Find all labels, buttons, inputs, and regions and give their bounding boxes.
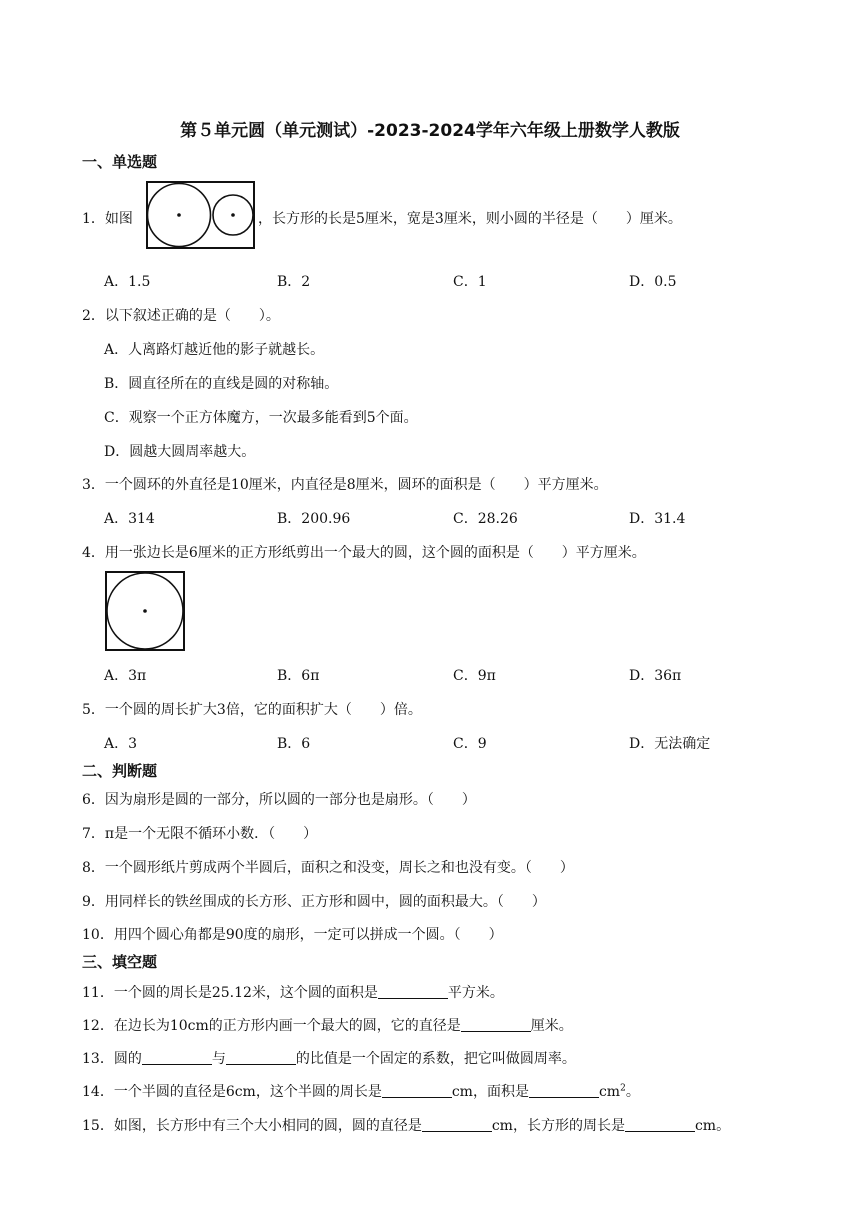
q3-option-d: D．31.4 (629, 511, 686, 527)
question-9: 9．用同样长的铁丝围成的长方形、正方形和圆中，圆的面积最大。（ ） (82, 894, 546, 910)
question-15 (82, 1115, 730, 1135)
q15-unit: cm。 (694, 1118, 731, 1134)
q4-option-d: D．36π (629, 668, 682, 684)
square-inscribed-circle-figure (104, 570, 186, 652)
q4-option-b: B．6π (277, 668, 320, 684)
question-11 (82, 982, 504, 1002)
page-title: 第５单元圆（单元测试）-2023-2024学年六年级上册数学人教版 (180, 121, 680, 141)
q5-option-d: D．无法确定 (629, 736, 711, 752)
q4-option-a: A．3π (104, 668, 147, 684)
q1-option-a: A．1.5 (104, 274, 151, 290)
rectangle-two-circles-figure (146, 181, 256, 251)
answer-blank[interactable] (625, 1117, 695, 1132)
q2-option-c: C．观察一个正方体魔方，一次最多能看到5个面。 (104, 410, 418, 426)
section-heading-true-false: 二、判断题 (82, 762, 158, 780)
q1-option-b: B．2 (277, 274, 311, 290)
q12-unit: 厘米。 (530, 1018, 573, 1034)
q3-option-c: C．28.26 (453, 511, 518, 527)
q12-text: 12．在边长为10cm的正方形内画一个最大的圆，它的直径是 (82, 1018, 461, 1034)
q2-option-a: A．人离路灯越近他的影子就越长。 (104, 342, 325, 358)
q11-text: 11．一个圆的周长是25.12米，这个圆的面积是 (82, 985, 378, 1001)
q3-option-a: A．314 (104, 511, 155, 527)
answer-blank[interactable] (142, 1050, 212, 1065)
question-2-stem: 2．以下叙述正确的是（ ）。 (82, 308, 280, 324)
q1-option-d: D．0.5 (629, 274, 677, 290)
q5-option-b: B．6 (277, 736, 311, 752)
section-heading-fill-blank: 三、填空题 (82, 953, 158, 971)
q15-text: 15．如图，长方形中有三个大小相同的圆，圆的直径是 (82, 1118, 422, 1134)
q2-option-d: D．圆越大圆周率越大。 (104, 444, 256, 460)
answer-blank[interactable] (422, 1117, 492, 1132)
question-6: 6．因为扇形是圆的一部分，所以圆的一部分也是扇形。（ ） (82, 792, 476, 808)
q2-option-b: B．圆直径所在的直线是圆的对称轴。 (104, 376, 339, 392)
question-12 (82, 1015, 573, 1035)
q14-end: 。 (625, 1084, 640, 1100)
question-13 (82, 1048, 576, 1068)
answer-blank[interactable] (529, 1083, 599, 1098)
question-5-stem: 5．一个圆的周长扩大3倍，它的面积扩大（ ）倍。 (82, 702, 422, 718)
q1-option-c: C．1 (453, 274, 487, 290)
q4-option-c: C．9π (453, 668, 496, 684)
q15-text-2: cm，长方形的周长是 (491, 1118, 625, 1134)
q5-option-c: C．9 (453, 736, 487, 752)
question-14 (82, 1081, 640, 1101)
q14-unit: cm (598, 1084, 621, 1100)
q5-option-a: A．3 (104, 736, 138, 752)
q11-unit: 平方米。 (447, 985, 504, 1001)
question-3-stem: 3．一个圆环的外直径是10厘米，内直径是8厘米，圆环的面积是（ ）平方厘米。 (82, 477, 608, 493)
answer-blank[interactable] (378, 984, 448, 999)
question-7: 7．π是一个无限不循环小数．（ ） (82, 826, 318, 842)
q14-superscript: 2 (620, 1083, 626, 1094)
question-10: 10．用四个圆心角都是90度的扇形，一定可以拼成一个圆。（ ） (82, 927, 503, 943)
q13-text: 13．圆的 (82, 1051, 142, 1067)
section-heading-single-choice: 一、单选题 (82, 153, 158, 171)
question-8: 8．一个圆形纸片剪成两个半圆后，面积之和没变，周长之和也没有变。（ ） (82, 860, 574, 876)
answer-blank[interactable] (461, 1017, 531, 1032)
q13-text-3: 的比值是一个固定的系数，把它叫做圆周率。 (295, 1051, 576, 1067)
question-1-stem: ，长方形的长是5厘米，宽是3厘米，则小圆的半径是（ ）厘米。 (258, 211, 682, 227)
answer-blank[interactable] (382, 1083, 452, 1098)
question-4-stem: 4．用一张边长是6厘米的正方形纸剪出一个最大的圆，这个圆的面积是（ ）平方厘米。 (82, 545, 646, 561)
q14-text-2: cm，面积是 (451, 1084, 529, 1100)
q14-text: 14．一个半圆的直径是6cm，这个半圆的周长是 (82, 1084, 382, 1100)
q3-option-b: B．200.96 (277, 511, 351, 527)
q13-text-2: 与 (211, 1051, 226, 1067)
question-1-prefix: 1．如图 (82, 211, 133, 227)
answer-blank[interactable] (226, 1050, 296, 1065)
